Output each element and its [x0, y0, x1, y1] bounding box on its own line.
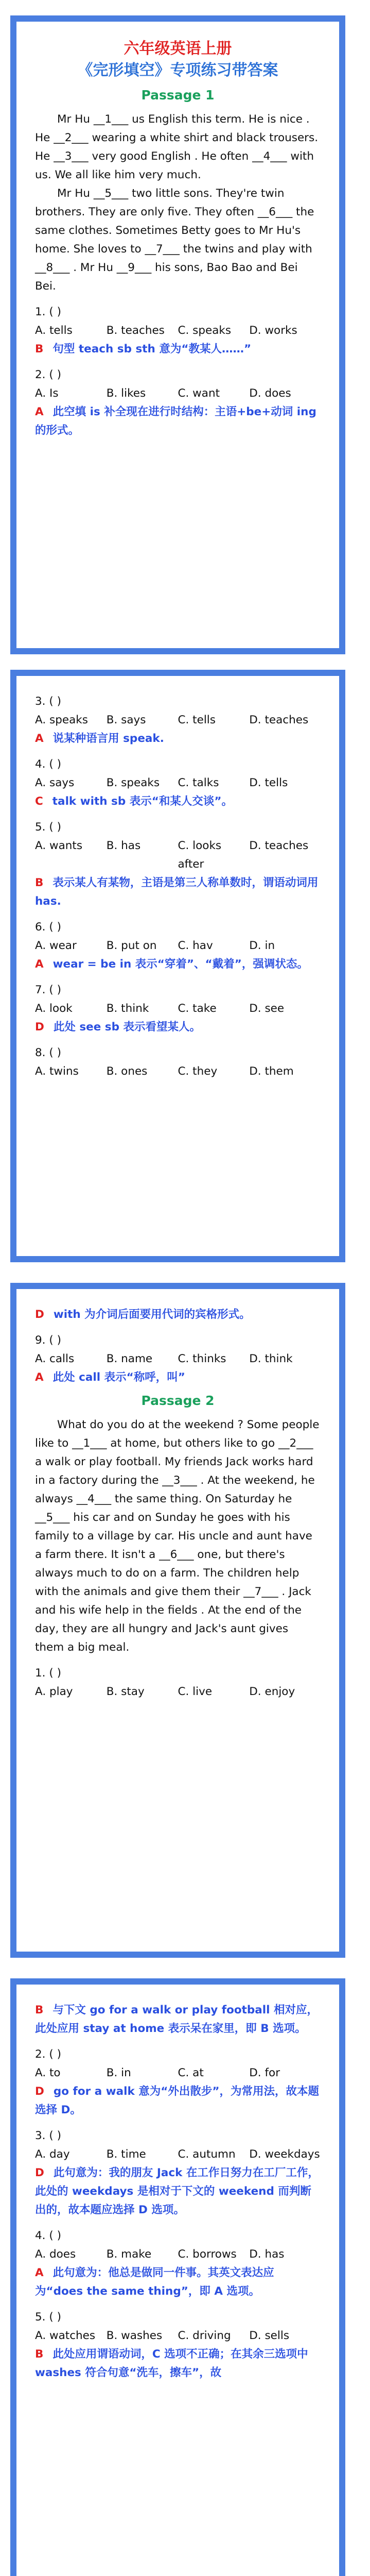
option: B. put on [106, 939, 157, 952]
option: C. borrows [178, 2248, 237, 2261]
question-item [35, 918, 321, 955]
explanation-text: 此处应用谓语动词，C 选项不正确；在其余三选项中 washes 符合句意“洗车，擦车”，故 [35, 2348, 308, 2379]
question-item [35, 1044, 321, 1081]
answer-letter: C [35, 795, 43, 808]
option: D. sells [249, 2329, 290, 2342]
option: D. them [249, 1065, 294, 1078]
option: D. does [249, 387, 291, 400]
question-number: 9. ( ) [35, 1334, 61, 1347]
option: C. talks [178, 776, 219, 789]
explanation-text: go for a walk 意为“外出散步”，为常用法，故本题选择 D。 [35, 2085, 319, 2116]
answer-explanation [35, 1368, 321, 1387]
explanation-text: 此空填 is 补全现在进行时结构：主语+be+动词 ing 的形式。 [35, 405, 316, 437]
passage-paragraph: What do you do at the weekend ? Some people like to __1___ at home, but others like to go __2___ a walk or play football. My friends Jack works hard in a factory during the __3___ . At the weekend, he always __4___ the same thing. On Saturday he __5___ his car and on Sunday he goes with his family to a village by car. His uncle and aunt have a farm there. It isn't a __6___ one, but there's always much to do on a farm. The children help with the animals and give them their __7___ . Jack and his wife help in the fields . At the end of the day, they are all hungry and Jack's aunt gives them a big meal. [35, 1418, 320, 1654]
option: C. at [178, 2066, 204, 2079]
option: A. day [35, 2148, 70, 2161]
answer-letter: A [35, 405, 44, 418]
passage-paragraph: Mr Hu __1___ us English this term. He is nice . He __2___ wearing a white shirt and black trousers. He __3___ very good English . He often __4___ with us. We all like him very much. [35, 113, 319, 181]
option: B. think [106, 1002, 149, 1015]
explanation-text: 此处 call 表示“称呼，叫” [52, 1371, 185, 1384]
answer-letter: D [35, 1021, 44, 1033]
question-number: 1. ( ) [35, 1667, 61, 1680]
option: C. looks after [178, 839, 222, 871]
answer-letter: B [35, 876, 44, 889]
option: C. thinks [178, 1352, 226, 1365]
answer-explanation [35, 403, 321, 440]
passage-paragraph: Mr Hu __5___ two little sons. They're twin brothers. They are only five. They often __6___ the same clothes. Sometimes Betty goes to Mr Hu's home. She loves to __7___ the twins and play with __8___ . Mr Hu __9___ his sons, Bao Bao and Bei Bei. [35, 187, 314, 293]
answer-explanation [35, 2345, 321, 2382]
explanation-text: wear = be in 表示“穿着”、“戴着”，强调状态。 [52, 958, 308, 971]
page-subtitle: 《完形填空》专项练习带答案 [77, 61, 278, 79]
option: C. tells [178, 714, 216, 726]
answer-letter: D [35, 2085, 44, 2098]
answer-explanation [35, 340, 321, 359]
option: A. Is [35, 387, 59, 400]
question-number: 2. ( ) [35, 2048, 61, 2061]
question-number: 5. ( ) [35, 821, 61, 834]
answer-explanation [35, 1306, 321, 1324]
explanation-text: 此句意为：他总是做同一件事。其英文表达应为“does the same thing”，即 A 选项。 [35, 2266, 274, 2298]
answer-explanation [35, 1018, 321, 1037]
option: B. washes [106, 2329, 163, 2342]
answer-explanation [35, 874, 321, 911]
answer-explanation [35, 792, 321, 811]
option: B. in [106, 2066, 131, 2079]
passage-heading: Passage 2 [141, 1393, 215, 1408]
question-item [35, 1664, 321, 1701]
explanation-text: 表示某人有某物，主语是第三人称单数时，谓语动词用 has. [35, 876, 319, 908]
answer-letter: D [35, 2166, 44, 2179]
answer-letter: A [35, 958, 44, 971]
option: A. twins [35, 1065, 79, 1078]
option: D. has [249, 2248, 285, 2261]
question-number: 6. ( ) [35, 921, 61, 934]
option: C. take [178, 1002, 217, 1015]
option: B. ones [106, 1065, 148, 1078]
option: D. weekdays [249, 2148, 320, 2161]
question-number: 1. ( ) [35, 306, 61, 318]
option: B. teaches [106, 324, 165, 337]
question-item [35, 755, 321, 792]
option: B. has [106, 839, 141, 852]
question-number: 7. ( ) [35, 984, 61, 996]
passage-heading: Passage 1 [141, 88, 215, 103]
option: D. think [249, 1352, 293, 1365]
question-number: 4. ( ) [35, 758, 61, 771]
page-title: 六年级英语上册 [124, 40, 232, 58]
explanation-text: 句型 teach sb sth 意为“教某人……” [52, 343, 252, 355]
question-number: 4. ( ) [35, 2229, 61, 2242]
answer-explanation [35, 2264, 321, 2301]
answer-letter: B [35, 2348, 44, 2361]
option: A. says [35, 776, 75, 789]
question-item [35, 981, 321, 1018]
question-number: 3. ( ) [35, 2129, 61, 2142]
answer-explanation [35, 2164, 321, 2219]
option: B. says [106, 714, 146, 726]
option: D. works [249, 324, 297, 337]
option: C. hav [178, 939, 213, 952]
option: B. make [106, 2248, 152, 2261]
option: B. time [106, 2148, 146, 2161]
option: C. they [178, 1065, 218, 1078]
answer-letter: B [35, 2004, 44, 2016]
question-item [35, 2308, 321, 2345]
question-item [35, 303, 321, 340]
question-item [35, 366, 321, 403]
option: C. live [178, 1685, 213, 1698]
option: D. tells [249, 776, 288, 789]
explanation-text: 此处 see sb 表示看望某人。 [53, 1021, 201, 1033]
option: A. tells [35, 324, 73, 337]
option: A. watches [35, 2329, 96, 2342]
explanation-text: talk with sb 表示“和某人交谈”。 [52, 795, 233, 808]
option: A. play [35, 1685, 73, 1698]
option: D. teaches [249, 839, 309, 852]
option: A. speaks [35, 714, 88, 726]
option: B. stay [106, 1685, 145, 1698]
question-number: 5. ( ) [35, 2311, 61, 2324]
question-item [35, 692, 321, 730]
explanation-text: 与下文 go for a walk or play football 相对应，此处应用 stay at home 表示呆在家里，即 B 选项。 [35, 2004, 319, 2035]
question-item [35, 2227, 321, 2264]
option: A. calls [35, 1352, 75, 1365]
option: A. wants [35, 839, 83, 852]
section-card-1 [10, 15, 345, 654]
answer-letter: A [35, 2266, 44, 2279]
option: A. does [35, 2248, 76, 2261]
question-number: 8. ( ) [35, 1046, 61, 1059]
option: A. look [35, 1002, 73, 1015]
option: D. enjoy [249, 1685, 295, 1698]
explanation-text: 此句意为：我的朋友 Jack 在工作日努力在工厂工作，此处的 weekdays 是相对于下文的 weekend 而判断出的，故本题应选择 D 选项。 [35, 2166, 319, 2216]
option: B. speaks [106, 776, 160, 789]
question-number: 2. ( ) [35, 368, 61, 381]
answer-explanation [35, 730, 321, 748]
question-item [35, 818, 321, 874]
answer-explanation [35, 955, 321, 974]
option: D. teaches [249, 714, 309, 726]
section-card-4 [10, 1978, 345, 2576]
section-card-3 [10, 1283, 345, 1958]
question-item [35, 2127, 321, 2164]
question-item [35, 2045, 321, 2082]
answer-letter: A [35, 1371, 44, 1384]
explanation-text: 说某种语言用 speak. [52, 732, 164, 745]
option: D. for [249, 2066, 280, 2079]
option: C. driving [178, 2329, 231, 2342]
option: A. to [35, 2066, 61, 2079]
question-number: 3. ( ) [35, 695, 61, 708]
answer-explanation [35, 2001, 321, 2038]
option: C. autumn [178, 2148, 236, 2161]
option: D. in [249, 939, 275, 952]
section-card-2 [10, 670, 345, 1262]
answer-letter: B [35, 343, 44, 355]
option: B. likes [106, 387, 146, 400]
option: C. speaks [178, 324, 232, 337]
answer-letter: D [35, 1308, 44, 1321]
option: A. wear [35, 939, 77, 952]
answer-explanation [35, 2082, 321, 2120]
option: C. want [178, 387, 220, 400]
option: B. name [106, 1352, 153, 1365]
option: D. see [249, 1002, 285, 1015]
question-item [35, 1331, 321, 1368]
answer-letter: A [35, 732, 44, 745]
explanation-text: with 为介词后面要用代词的宾格形式。 [53, 1308, 251, 1321]
